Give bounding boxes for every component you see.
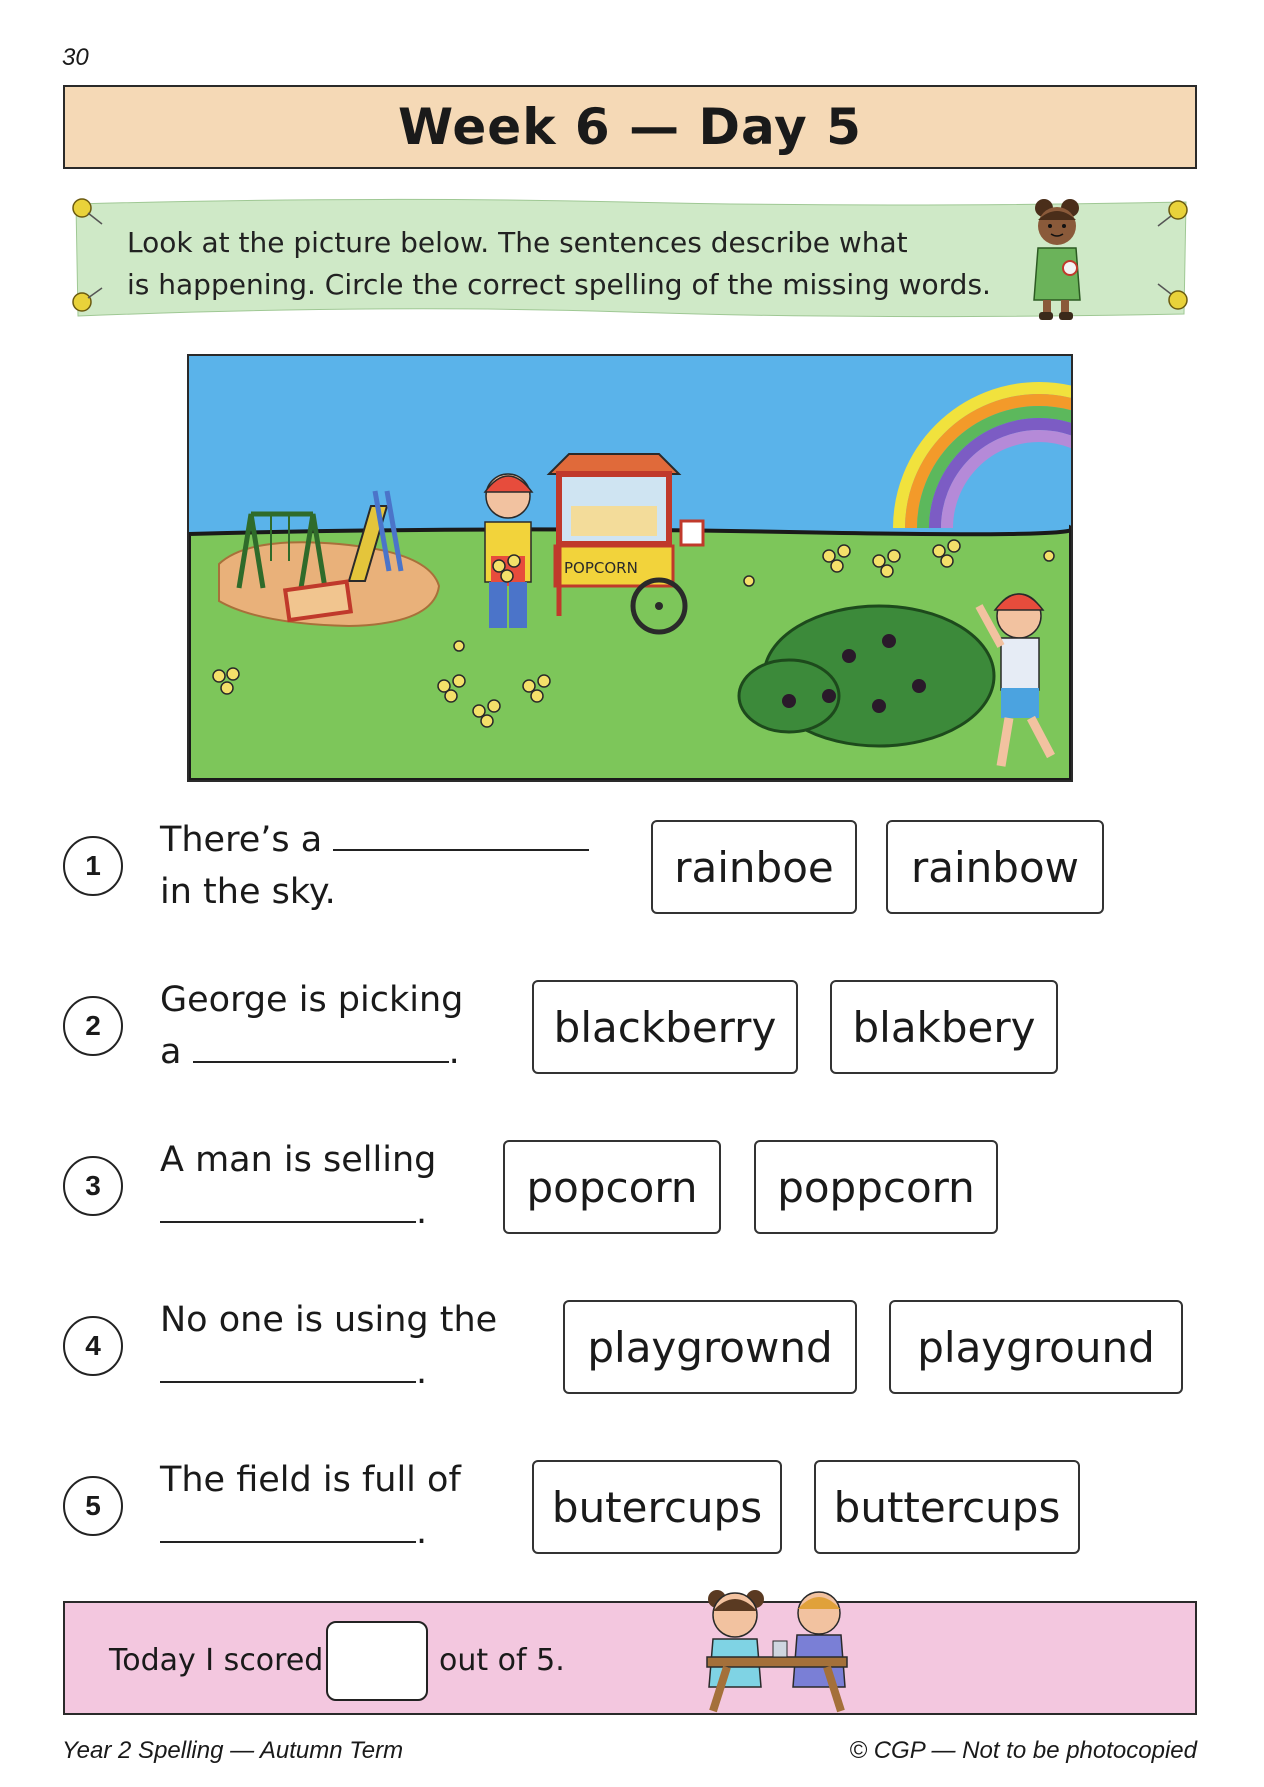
score-suffix: out of 5. bbox=[439, 1643, 565, 1678]
option-blakbery[interactable]: blakbery bbox=[830, 980, 1058, 1074]
question-number: 3 bbox=[63, 1156, 123, 1216]
instructions bbox=[127, 222, 991, 306]
question-line-1: There’s a bbox=[160, 820, 323, 860]
footer-right: © CGP — Not to be photocopied bbox=[849, 1737, 1197, 1764]
option-playground[interactable]: playground bbox=[889, 1300, 1183, 1394]
option-rainbow[interactable]: rainbow bbox=[886, 820, 1104, 914]
option-popcorn[interactable]: popcorn bbox=[503, 1140, 721, 1234]
title-band bbox=[63, 85, 1197, 169]
answer-blank bbox=[160, 1191, 416, 1223]
question-text bbox=[160, 814, 589, 918]
answer-blank bbox=[333, 819, 589, 851]
popcorn-sign: POPCORN bbox=[564, 559, 638, 577]
score-band bbox=[63, 1601, 1197, 1715]
question-text: A man is selling . bbox=[160, 1134, 436, 1238]
question-line-1: The field is full of bbox=[160, 1460, 461, 1500]
question-number: 1 bbox=[63, 836, 123, 896]
score-input-box[interactable] bbox=[326, 1621, 428, 1701]
answer-blank bbox=[193, 1031, 449, 1063]
question-text: George is picking a . bbox=[160, 974, 463, 1078]
question-line-2: in the sky. bbox=[160, 872, 336, 912]
question-3 bbox=[0, 1134, 1264, 1244]
question-5 bbox=[0, 1454, 1264, 1564]
option-blackberry[interactable]: blackberry bbox=[532, 980, 798, 1074]
question-number: 2 bbox=[63, 996, 123, 1056]
question-line-1: George is picking bbox=[160, 980, 464, 1020]
question-number: 4 bbox=[63, 1316, 123, 1376]
option-rainboe[interactable]: rainboe bbox=[651, 820, 857, 914]
question-4 bbox=[0, 1294, 1264, 1404]
option-playgrownd[interactable]: playgrownd bbox=[563, 1300, 857, 1394]
question-1 bbox=[0, 814, 1264, 924]
park-scene-illustration bbox=[187, 354, 1073, 782]
question-line-2: a bbox=[160, 1032, 182, 1072]
instruction-line-1: Look at the picture below. The sentences describe what bbox=[127, 226, 908, 259]
question-line-1: No one is using the bbox=[160, 1300, 498, 1340]
page-title: Week 6 — Day 5 bbox=[398, 98, 862, 156]
park-scene bbox=[189, 356, 1071, 780]
option-butercups[interactable]: butercups bbox=[532, 1460, 782, 1554]
option-poppcorn[interactable]: poppcorn bbox=[754, 1140, 998, 1234]
question-number: 5 bbox=[63, 1476, 123, 1536]
sandpit bbox=[285, 582, 351, 620]
question-2 bbox=[0, 974, 1264, 1084]
children-picnic-icon bbox=[677, 1577, 877, 1715]
instruction-line-2: is happening. Circle the correct spelling of the missing words. bbox=[127, 268, 991, 301]
answer-blank bbox=[160, 1351, 416, 1383]
question-line-1: A man is selling bbox=[160, 1140, 437, 1180]
question-text: The field is full of . bbox=[160, 1454, 461, 1558]
score-prefix: Today I scored bbox=[109, 1643, 324, 1678]
option-buttercups[interactable]: buttercups bbox=[814, 1460, 1080, 1554]
answer-blank bbox=[160, 1511, 416, 1543]
footer-left: Year 2 Spelling — Autumn Term bbox=[62, 1737, 404, 1764]
page-number: 30 bbox=[62, 44, 89, 71]
question-text: No one is using the . bbox=[160, 1294, 497, 1398]
